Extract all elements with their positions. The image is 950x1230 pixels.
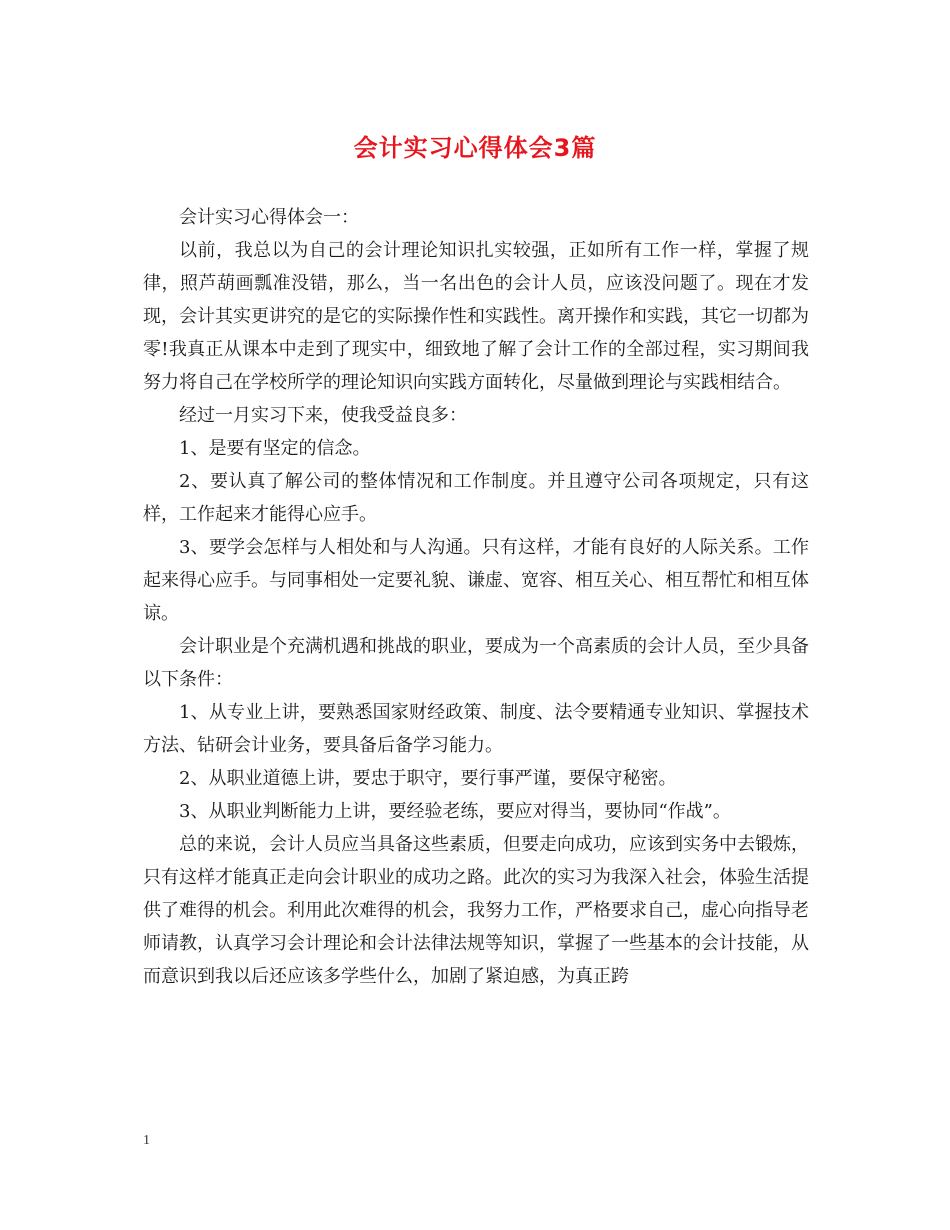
list-item: 1、从专业上讲，要熟悉国家财经政策、制度、法令要精通专业知识、掌握技术方法、钻研会计业务，要具备后备学习能力。 — [143, 702, 809, 756]
list-item: 3、要学会怎样与人相处和与人沟通。只有这样，才能有良好的人际关系。工作起来得心应手。与同事相处一定要礼貌、谦虚、宽容、相互关心、相互帮忙和相互体谅。 — [143, 537, 809, 624]
list-item: 2、要认真了解公司的整体情况和工作制度。并且遵守公司各项规定，只有这样，工作起来才能得心应手。 — [143, 471, 809, 525]
page-number: 1 — [143, 1133, 150, 1148]
paragraph: 总的来说，会计人员应当具备这些素质，但要走向成功，应该到实务中去锻炼，只有这样才能真正走向会计职业的成功之路。此次的实习为我深入社会，体验生活提供了难得的机会。利用此次难得的机会，我努力工作，严格要求自己，虚心向指导老师请教，认真学习会计理论和会计法律法规等知识，掌握了一些基本的会计技能，从而意识到我以后还应该多学些什么，加剧了紧迫感，为真正跨 — [143, 834, 809, 987]
list-item: 2、从职业道德上讲，要忠于职守，要行事严谨，要保守秘密。 — [179, 768, 677, 789]
paragraph: 以前，我总以为自己的会计理论知识扎实较强，正如所有工作一样，掌握了规律，照芦葫画瓢准没错，那么，当一名出色的会计人员，应该没问题了。现在才发现，会计其实更讲究的是它的实际操作性和实践性。离开操作和实践，其它一切都为零!我真正从课本中走到了现实中，细致地了解了会计工作的全部过程，实习期间我努力将自己在学校所学的理论知识向实践方面转化，尽量做到理论与实践相结合。 — [143, 240, 809, 393]
section-heading: 会计实习心得体会一： — [179, 207, 359, 228]
paragraph: 经过一月实习下来，使我受益良多： — [179, 405, 467, 426]
document-title: 会计实习心得体会3篇 — [353, 134, 597, 162]
list-item: 1、是要有坚定的信念。 — [179, 438, 371, 459]
document-body — [143, 201, 809, 993]
paragraph: 会计职业是个充满机遇和挑战的职业，要成为一个高素质的会计人员，至少具备以下条件： — [143, 636, 809, 690]
list-item: 3、从职业判断能力上讲，要经验老练，要应对得当，要协同“作战”。 — [179, 801, 731, 822]
